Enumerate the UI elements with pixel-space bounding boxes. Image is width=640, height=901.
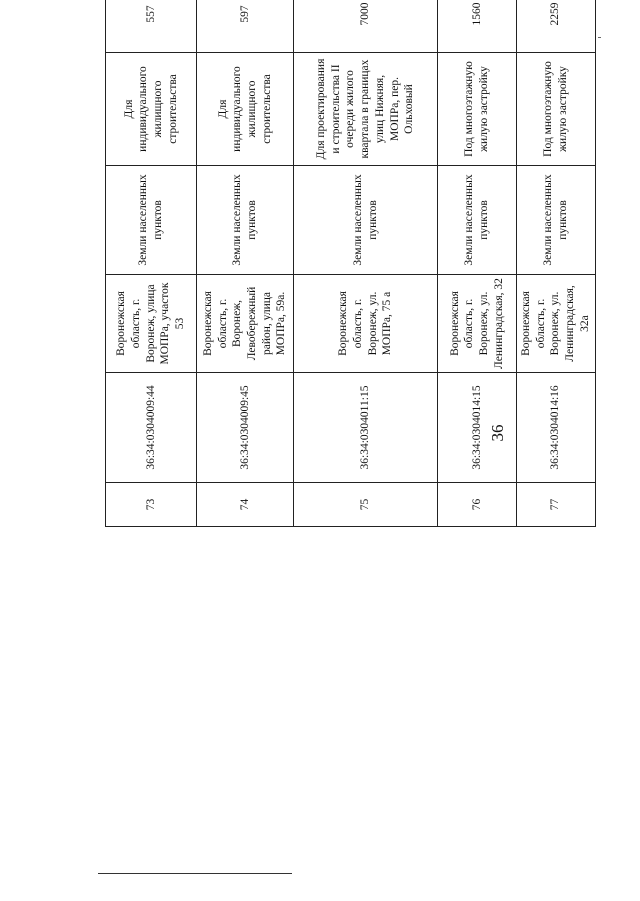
land-plots-table-wrapper [105, 2, 591, 854]
row-number: 73 [106, 483, 197, 527]
table-row [294, 0, 438, 527]
land-category: Земли населенных пунктов [438, 166, 517, 275]
cadastral-number: 36:34:0304011:15 [294, 373, 438, 483]
permitted-use: Под многоэтажную жилую застройку [517, 53, 596, 166]
area: 1560 [438, 0, 517, 53]
land-category: Земли населенных пунктов [106, 166, 197, 275]
table-row [106, 0, 197, 527]
scan-mark [598, 37, 601, 38]
permitted-use: Для индивидуального жилищного строительства [197, 53, 294, 166]
permitted-use: Под многоэтажную жилую застройку [438, 53, 517, 166]
cadastral-number: 36:34:0304009:44 [106, 373, 197, 483]
area: 7000 [294, 0, 438, 53]
area: 597 [197, 0, 294, 53]
table-row [438, 0, 517, 527]
land-category: Земли населенных пунктов [294, 166, 438, 275]
address: Воронежская область, г. Воронеж, ул. Ленинградская, 32 [438, 275, 517, 373]
row-number: 74 [197, 483, 294, 527]
row-number: 76 [438, 483, 517, 527]
cadastral-number: 36:34:0304009:45 [197, 373, 294, 483]
land-category: Земли населенных пунктов [197, 166, 294, 275]
page-number: 36 [488, 424, 507, 442]
row-number: 77 [517, 483, 596, 527]
land-category: Земли населенных пунктов [517, 166, 596, 275]
land-plots-table-rotated [105, 0, 589, 527]
area: 2259 [517, 0, 596, 53]
permitted-use: Для проектирования и строительства II очереди жилого квартала в границах улиц Нижняя, МОПРа, пер. Ольховый [294, 53, 438, 166]
cadastral-number: 36:34:0304014:15 [438, 373, 517, 483]
permitted-use: Для индивидуального жилищного строительства [106, 53, 197, 166]
row-number: 75 [294, 483, 438, 527]
table-row [197, 0, 294, 527]
address: Воронежская область, г. Воронеж, ул. МОПРа, 75 а [294, 275, 438, 373]
land-plots-table [105, 0, 596, 527]
cadastral-number: 36:34:0304014:16 [517, 373, 596, 483]
table-row [517, 0, 596, 527]
address: Воронежская область, г. Воронеж, ул. Ленинградская, 32а [517, 275, 596, 373]
address: Воронежская область, г. Воронеж, Левобережный район, улица МОПРа, 59а. [197, 275, 294, 373]
address: Воронежская область, г. Воронеж, улица МОПРа, участок 53 [106, 275, 197, 373]
area: 557 [106, 0, 197, 53]
footnote-divider [98, 873, 292, 874]
